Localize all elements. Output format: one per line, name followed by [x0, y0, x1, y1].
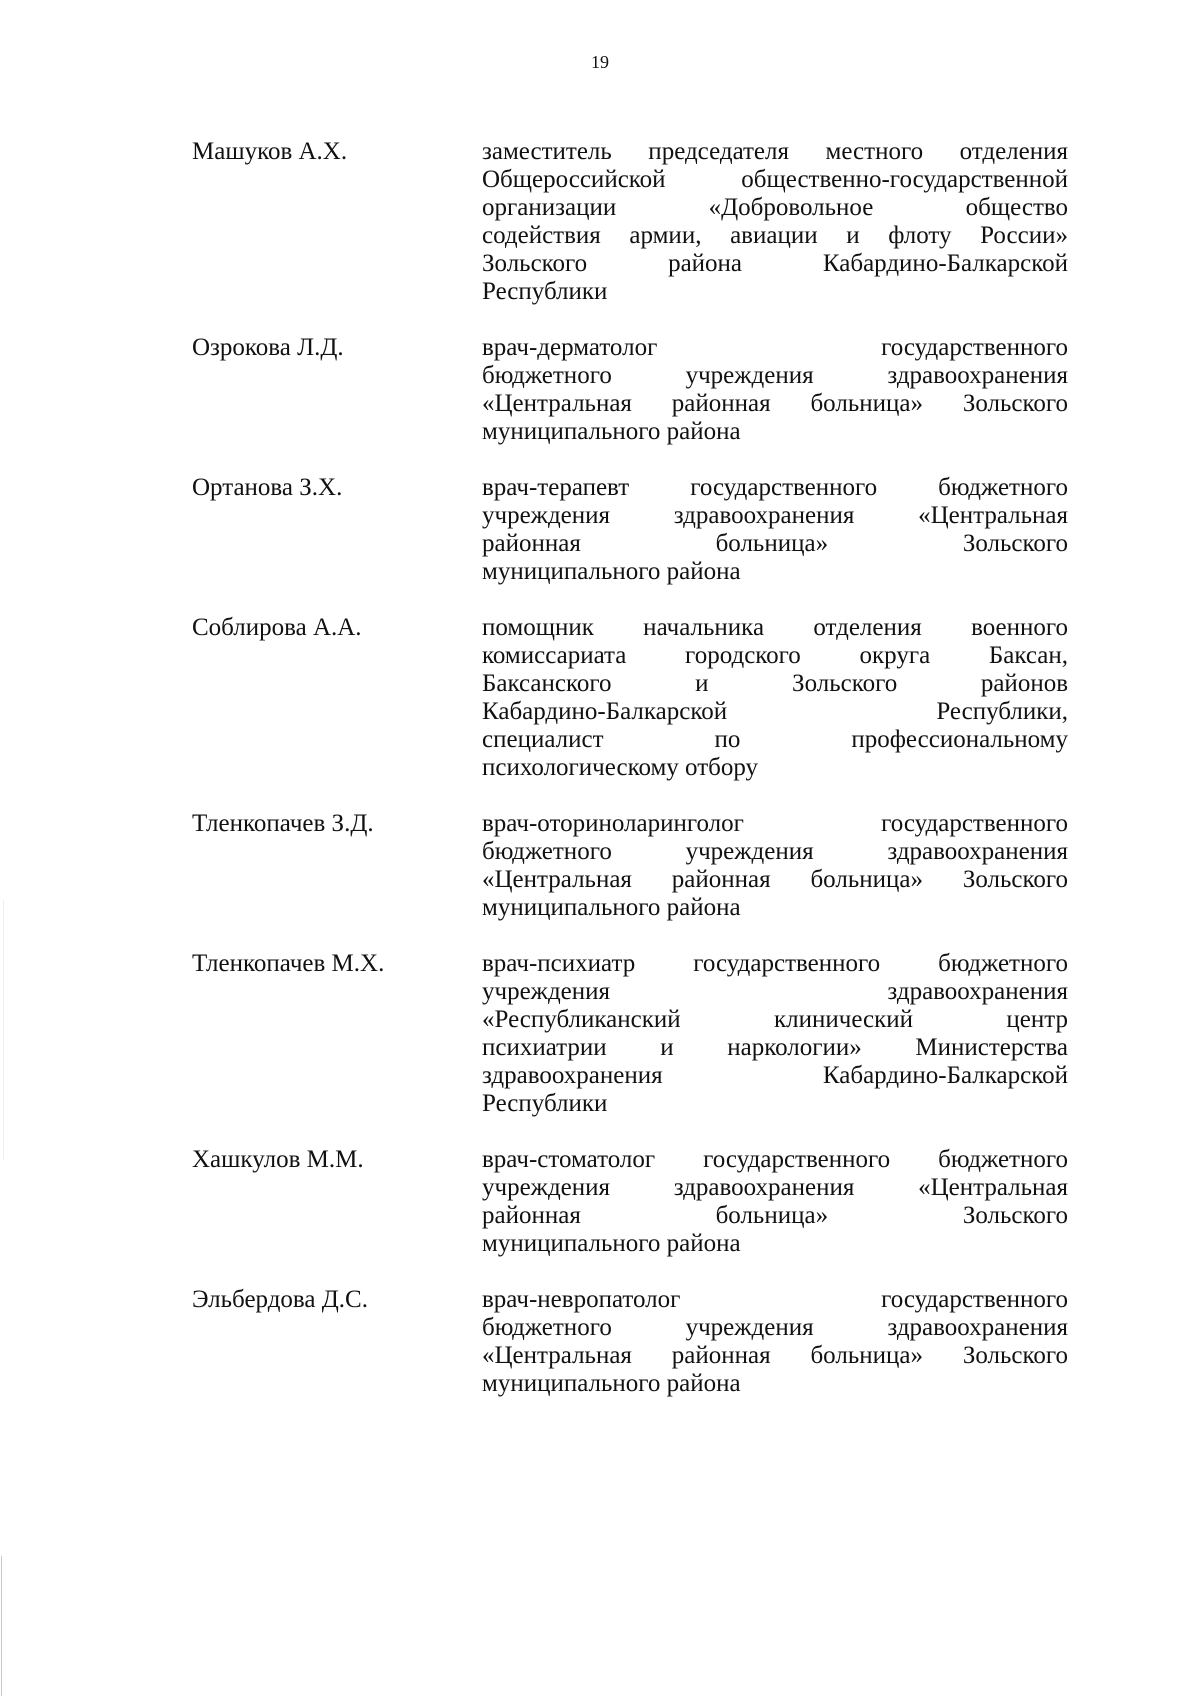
member-name: Ортанова З.Х. [192, 474, 343, 501]
position-line: врач-невропатолог государственного [482, 1286, 1068, 1313]
roster-entry [192, 810, 1068, 922]
member-position [482, 1286, 1068, 1398]
roster-entry [192, 950, 1068, 1118]
position-line: Республики [482, 278, 608, 305]
roster-entry [192, 474, 1068, 586]
roster-entry [192, 1146, 1068, 1258]
member-name: Соблирова А.А. [192, 614, 362, 641]
position-line: Кабардино-Балкарской Республики, [482, 698, 1068, 725]
position-line: бюджетного учреждения здравоохранения [482, 362, 1068, 389]
member-roster [192, 138, 1068, 1398]
position-line: комиссариата городского округа Баксан, [482, 642, 1068, 669]
position-line: здравоохранения Кабардино-Балкарской [482, 1062, 1068, 1089]
position-line: психологическому отбору [482, 754, 759, 781]
member-name: Озрокова Л.Д. [192, 334, 344, 361]
page-number: 19 [591, 52, 609, 72]
position-line: врач-дерматолог государственного [482, 334, 1068, 361]
member-name: Тленкопачев М.Х. [192, 950, 385, 977]
position-line: врач-оториноларинголог государственного [482, 810, 1068, 837]
scan-edge-mark [3, 900, 4, 1160]
roster-entry [192, 1286, 1068, 1398]
position-line: Зольского района Кабардино-Балкарской [482, 250, 1068, 277]
scan-edge-mark [1, 1556, 2, 1696]
position-line: муниципального района [482, 894, 741, 921]
position-line: учреждения здравоохранения «Центральная [482, 1174, 1068, 1201]
position-line: врач-психиатр государственного бюджетного [482, 950, 1068, 977]
position-line: районная больница» Зольского [482, 1202, 1068, 1229]
position-line: бюджетного учреждения здравоохранения [482, 1314, 1068, 1341]
position-line: районная больница» Зольского [482, 530, 1068, 557]
position-line: «Республиканский клинический центр [482, 1006, 1068, 1033]
position-line: бюджетного учреждения здравоохранения [482, 838, 1068, 865]
position-line: учреждения здравоохранения [482, 978, 1068, 1005]
position-line: Общероссийской общественно-государственной [482, 166, 1068, 193]
member-position [482, 614, 1068, 782]
member-name: Машуков А.Х. [192, 138, 348, 165]
position-line: врач-стоматолог государственного бюджетного [482, 1146, 1068, 1173]
member-position [482, 810, 1068, 922]
roster-entry [192, 334, 1068, 446]
position-line: учреждения здравоохранения «Центральная [482, 502, 1068, 529]
position-line: муниципального района [482, 1370, 741, 1397]
member-position [482, 334, 1068, 446]
position-line: муниципального района [482, 418, 741, 445]
position-line: «Центральная районная больница» Зольского [482, 866, 1068, 893]
member-position [482, 138, 1068, 306]
position-line: муниципального района [482, 558, 741, 585]
member-position [482, 1146, 1068, 1258]
position-line: врач-терапевт государственного бюджетного [482, 474, 1068, 501]
position-line: «Центральная районная больница» Зольского [482, 390, 1068, 417]
position-line: заместитель председателя местного отделения [482, 138, 1068, 165]
position-line: Республики [482, 1090, 608, 1117]
position-line: организации «Добровольное общество [482, 194, 1068, 221]
roster-entry [192, 614, 1068, 782]
position-line: специалист по профессиональному [482, 726, 1068, 753]
position-line: Баксанского и Зольского районов [482, 670, 1068, 697]
member-name: Тленкопачев З.Д. [192, 810, 374, 837]
position-line: помощник начальника отделения военного [482, 614, 1068, 641]
position-line: муниципального района [482, 1230, 741, 1257]
member-name: Хашкулов М.М. [192, 1146, 364, 1173]
member-position [482, 474, 1068, 586]
roster-entry [192, 138, 1068, 306]
position-line: «Центральная районная больница» Зольского [482, 1342, 1068, 1369]
member-position [482, 950, 1068, 1118]
member-name: Эльбердова Д.С. [192, 1286, 368, 1313]
position-line: психиатрии и наркологии» Министерства [482, 1034, 1068, 1061]
position-line: содействия армии, авиации и флоту России» [482, 222, 1068, 249]
